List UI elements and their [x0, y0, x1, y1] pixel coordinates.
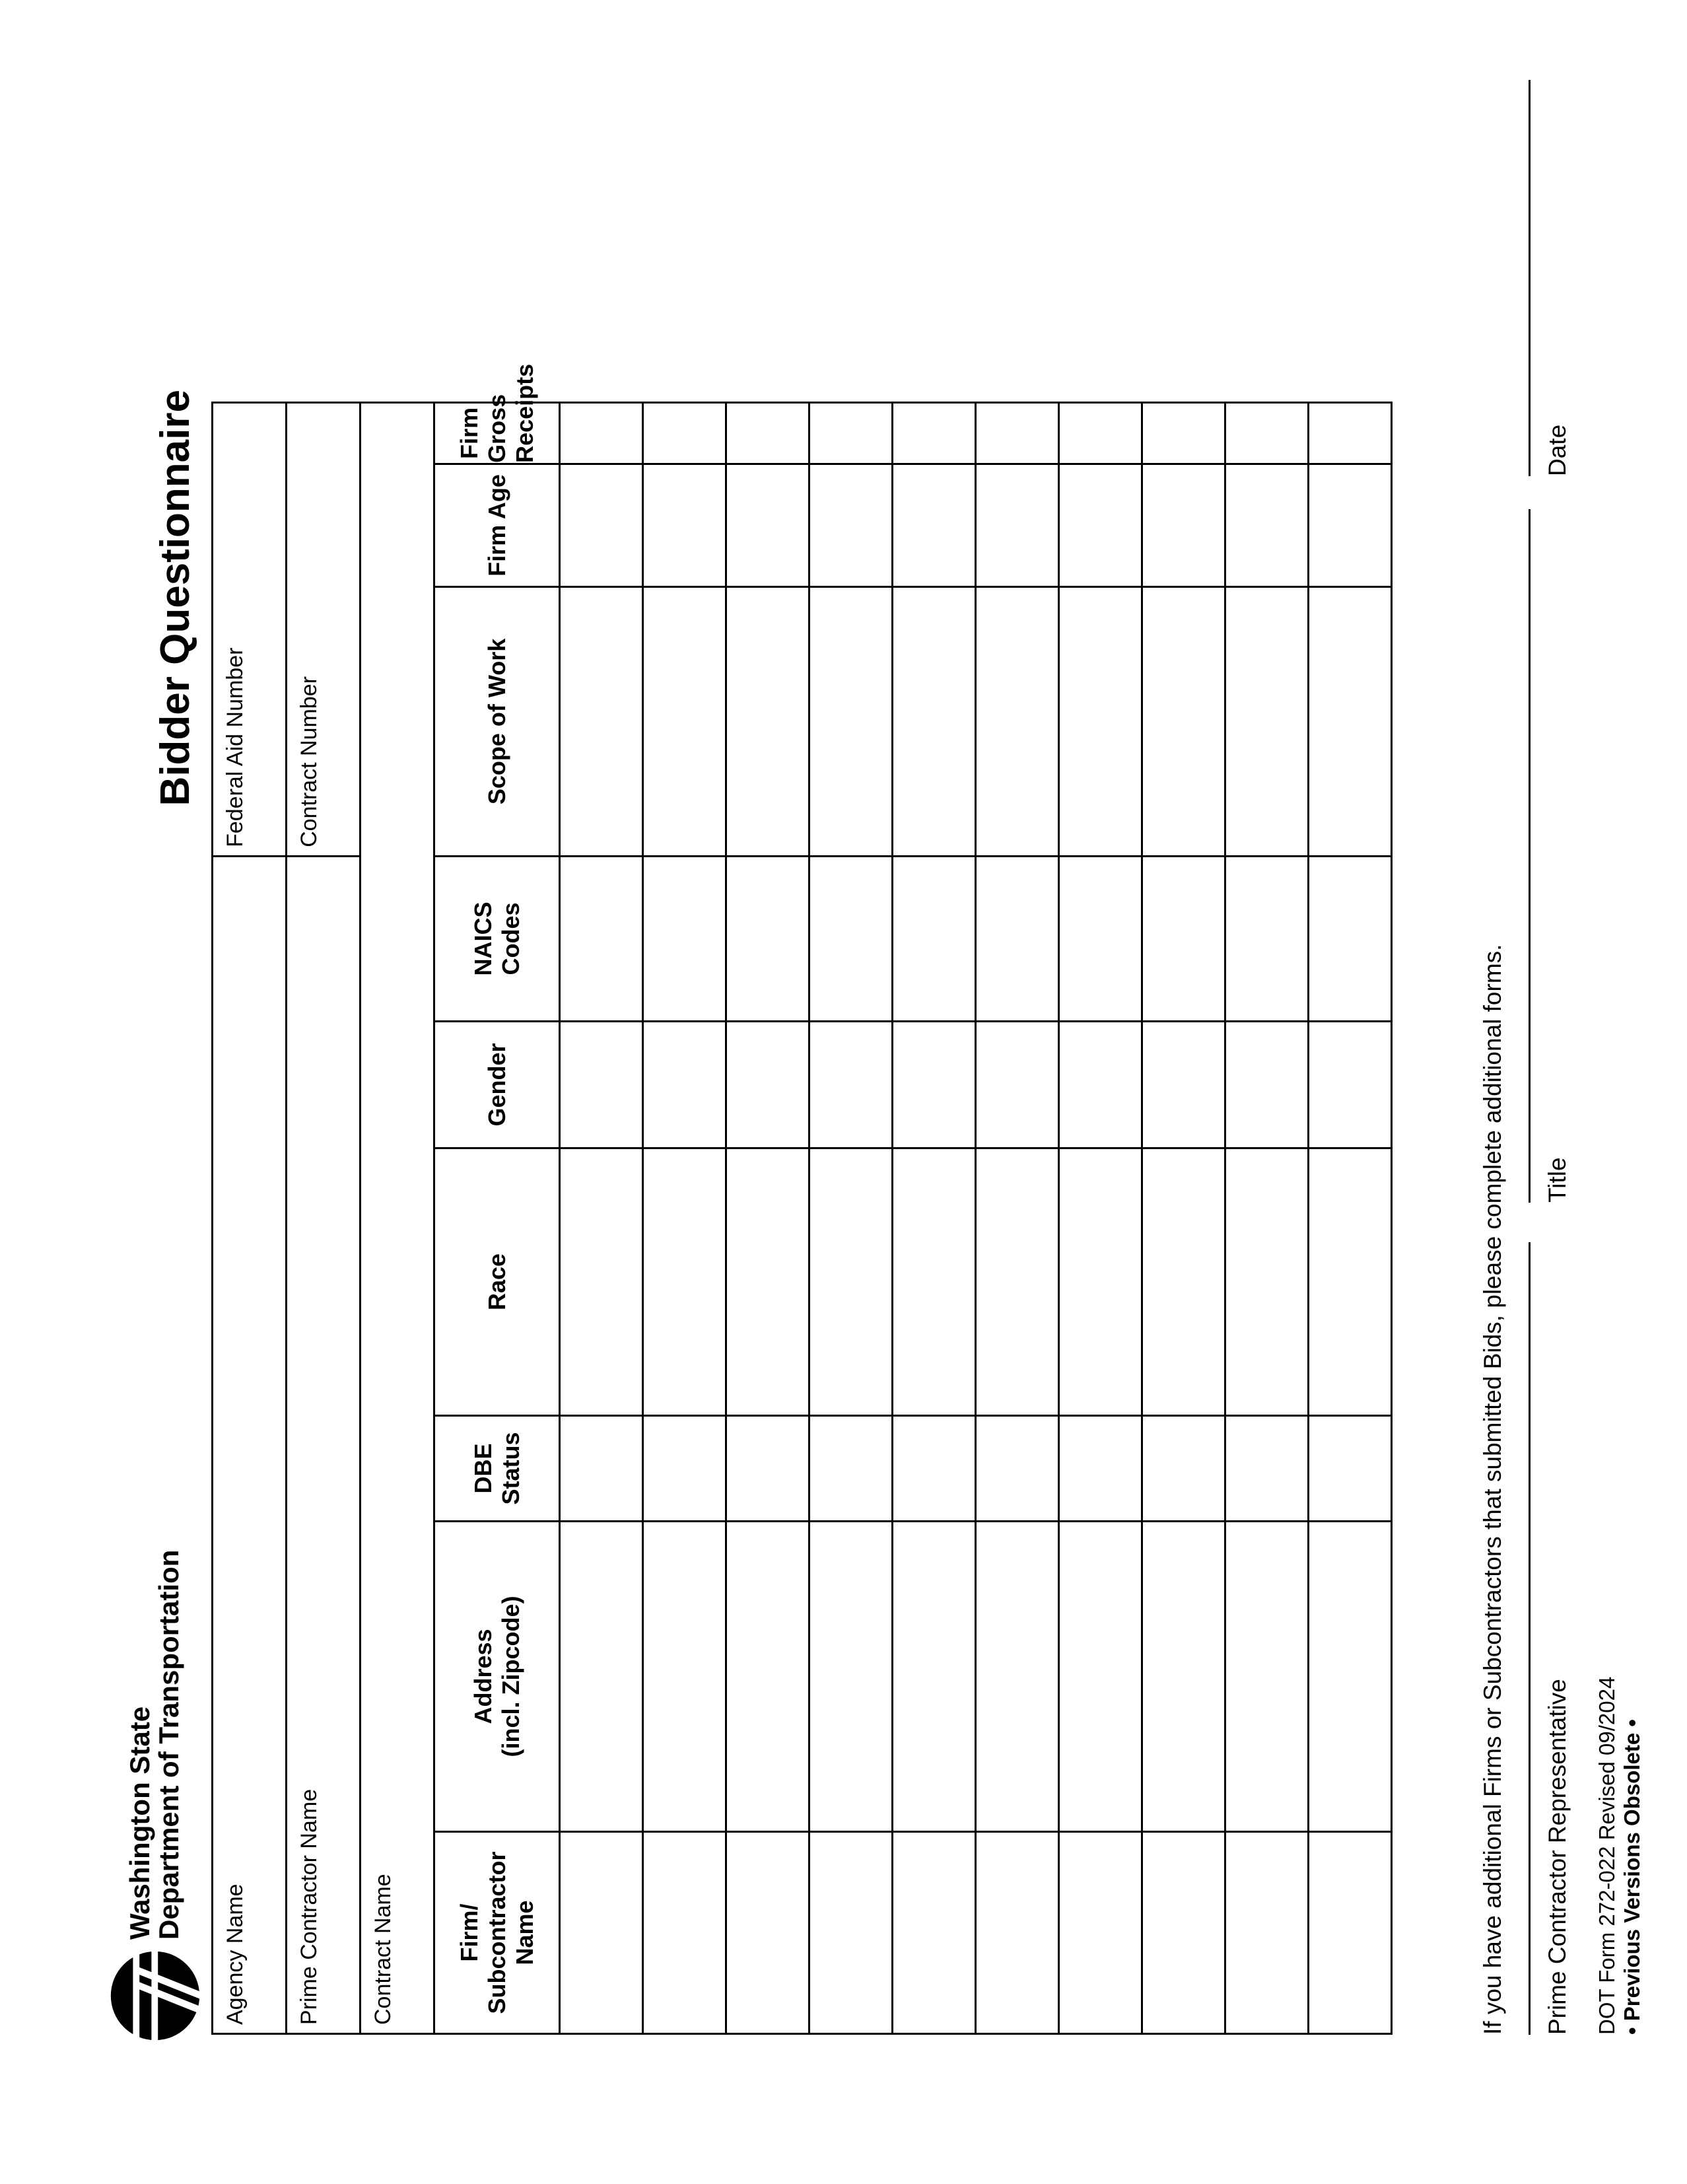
table-row: [726, 402, 809, 2033]
table-cell-gender[interactable]: [1142, 1022, 1225, 1148]
column-header-text: (incl. Zipcode): [497, 1596, 524, 1757]
table-cell-gender[interactable]: [809, 1022, 893, 1148]
table-row: [976, 402, 1059, 2033]
table-cell-naics-codes[interactable]: [726, 856, 809, 1021]
table-cell-firm-name[interactable]: [1309, 1832, 1392, 2034]
table-cell-dbe-status[interactable]: [1142, 1416, 1225, 1522]
date-label: Date: [1544, 424, 1571, 476]
table-cell-gender[interactable]: [1309, 1022, 1392, 1148]
table-cell-race[interactable]: [1059, 1148, 1142, 1416]
table-row: [1142, 402, 1225, 2033]
additional-forms-note: If you have additional Firms or Subcontractors that submitted Bids, please complete additional forms.: [1479, 944, 1506, 2035]
form-number-block: [1595, 1677, 1645, 2035]
column-header-dbe-status: [434, 1416, 560, 1522]
column-header-scope-of-work: [434, 586, 560, 856]
table-cell-scope-of-work[interactable]: [560, 586, 643, 856]
table-cell-gender[interactable]: [643, 1022, 726, 1148]
table-cell-race[interactable]: [1309, 1148, 1392, 1416]
agency-name-field[interactable]: [213, 856, 287, 2033]
column-header-naics-codes: [434, 856, 560, 1021]
column-header-text: Address: [469, 1629, 497, 1724]
contract-number-field[interactable]: [287, 402, 361, 856]
column-header-text: Firm Age: [483, 474, 510, 577]
table-cell-address[interactable]: [1309, 1522, 1392, 1832]
table-row: [1309, 402, 1392, 2033]
federal-aid-number-field[interactable]: [213, 402, 287, 856]
table-row: [560, 402, 643, 2033]
table-cell-address[interactable]: [893, 1522, 976, 1832]
table-cell-firm-age[interactable]: [893, 464, 976, 586]
table-cell-dbe-status[interactable]: [726, 1416, 809, 1522]
representative-label: Prime Contractor Representative: [1544, 1679, 1571, 2035]
column-header-row: [434, 402, 560, 2033]
table-cell-naics-codes[interactable]: [893, 856, 976, 1021]
title-label: Title: [1544, 1157, 1571, 1203]
table-cell-firm-age[interactable]: [726, 464, 809, 586]
table-cell-gender[interactable]: [560, 1022, 643, 1148]
table-cell-firm-gross-receipts[interactable]: [1225, 402, 1309, 464]
table-cell-address[interactable]: [560, 1522, 643, 1832]
agency-name-line1: Washington State: [124, 1706, 155, 1940]
table-cell-naics-codes[interactable]: [1059, 856, 1142, 1021]
column-header-text: Scope of Work: [483, 638, 510, 805]
table-row: [1225, 402, 1309, 2033]
column-header-text: Firm/: [455, 1903, 483, 1962]
table-cell-firm-age[interactable]: [643, 464, 726, 586]
column-header-firm-age: [434, 464, 560, 586]
table-cell-scope-of-work[interactable]: [726, 586, 809, 856]
table-cell-firm-name[interactable]: [643, 1832, 726, 2034]
column-header-text: Codes: [497, 902, 524, 975]
table-row: [809, 402, 893, 2033]
table-cell-scope-of-work[interactable]: [1059, 586, 1142, 856]
table-cell-scope-of-work[interactable]: [1225, 586, 1309, 856]
questionnaire-table: [211, 363, 1393, 2035]
table-cell-firm-gross-receipts[interactable]: [1142, 402, 1225, 464]
table-cell-gender[interactable]: [1059, 1022, 1142, 1148]
table-cell-scope-of-work[interactable]: [893, 586, 976, 856]
column-header-address: [434, 1522, 560, 1832]
contract-name-label: Contract Name: [370, 1874, 396, 2025]
table-cell-firm-name[interactable]: [893, 1832, 976, 2034]
table-cell-firm-name[interactable]: [560, 1832, 643, 2034]
table-cell-firm-name[interactable]: [726, 1832, 809, 2034]
table-cell-naics-codes[interactable]: [1225, 856, 1309, 1021]
table-row: [1059, 402, 1142, 2033]
table-cell-scope-of-work[interactable]: [976, 586, 1059, 856]
table-cell-gender[interactable]: [726, 1022, 809, 1148]
table-cell-race[interactable]: [643, 1148, 726, 1416]
table-cell-dbe-status[interactable]: [976, 1416, 1059, 1522]
table-cell-dbe-status[interactable]: [643, 1416, 726, 1522]
table-row: [643, 402, 726, 2033]
column-header-text: Name: [510, 1900, 538, 1965]
table-cell-naics-codes[interactable]: [1142, 856, 1225, 1021]
table-cell-address[interactable]: [643, 1522, 726, 1832]
table-cell-firm-age[interactable]: [560, 464, 643, 586]
table-cell-firm-age[interactable]: [1059, 464, 1142, 586]
obsolete-note: • Previous Versions Obsolete •: [1620, 1719, 1644, 2035]
table-cell-address[interactable]: [726, 1522, 809, 1832]
table-cell-scope-of-work[interactable]: [1309, 586, 1392, 856]
table-cell-scope-of-work[interactable]: [809, 586, 893, 856]
table-cell-dbe-status[interactable]: [1059, 1416, 1142, 1522]
table-cell-address[interactable]: [809, 1522, 893, 1832]
table-cell-race[interactable]: [893, 1148, 976, 1416]
contract-name-field[interactable]: [361, 402, 434, 2033]
column-header-text: Firm Gross Receipts: [455, 363, 538, 463]
prime-contractor-name-label: Prime Contractor Name: [296, 1788, 322, 2025]
agency-name-label: Agency Name: [223, 1884, 248, 2025]
federal-aid-number-label: Federal Aid Number: [223, 647, 248, 847]
table-cell-firm-name[interactable]: [809, 1832, 893, 2034]
table-cell-race[interactable]: [560, 1148, 643, 1416]
table-cell-naics-codes[interactable]: [976, 856, 1059, 1021]
table-row: [893, 402, 976, 2033]
date-signature-line[interactable]: [1529, 80, 1531, 476]
table-cell-firm-name[interactable]: [1225, 1832, 1309, 2034]
table-cell-firm-name[interactable]: [1142, 1832, 1225, 2034]
table-cell-scope-of-work[interactable]: [643, 586, 726, 856]
table-cell-dbe-status[interactable]: [893, 1416, 976, 1522]
table-cell-firm-gross-receipts[interactable]: [976, 402, 1059, 464]
column-header-gender: [434, 1022, 560, 1148]
table-cell-firm-gross-receipts[interactable]: [1059, 402, 1142, 464]
table-cell-race[interactable]: [1225, 1148, 1309, 1416]
table-cell-race[interactable]: [976, 1148, 1059, 1416]
table-cell-firm-age[interactable]: [1225, 464, 1309, 586]
column-header-text: DBE: [469, 1443, 497, 1494]
wsdot-logo-icon: [109, 1950, 201, 2042]
table-cell-gender[interactable]: [976, 1022, 1059, 1148]
table-cell-firm-name[interactable]: [976, 1832, 1059, 2034]
table-cell-dbe-status[interactable]: [560, 1416, 643, 1522]
column-header-text: Status: [497, 1432, 524, 1505]
table-cell-dbe-status[interactable]: [809, 1416, 893, 1522]
agency-name-line2: Department of Transportation: [153, 1549, 184, 1940]
table-cell-firm-age[interactable]: [1142, 464, 1225, 586]
table-cell-gender[interactable]: [893, 1022, 976, 1148]
column-header-firm-name: [434, 1832, 560, 2034]
table-cell-firm-gross-receipts[interactable]: [643, 402, 726, 464]
form-number: DOT Form 272-022 Revised 09/2024: [1595, 1676, 1619, 2035]
table-cell-address[interactable]: [976, 1522, 1059, 1832]
column-header-text: Subcontractor: [483, 1851, 510, 2014]
table-cell-firm-age[interactable]: [1309, 464, 1392, 586]
page-title: Bidder Questionnaire: [153, 390, 198, 806]
column-header-text: NAICS: [469, 901, 497, 976]
table-cell-firm-gross-receipts[interactable]: [893, 402, 976, 464]
table-cell-address[interactable]: [1142, 1522, 1225, 1832]
table-cell-firm-gross-receipts[interactable]: [809, 402, 893, 464]
column-header-text: Race: [483, 1253, 510, 1311]
table-cell-scope-of-work[interactable]: [1142, 586, 1225, 856]
title-signature-line[interactable]: [1529, 509, 1531, 1203]
table-cell-race[interactable]: [1142, 1148, 1225, 1416]
representative-signature-line[interactable]: [1529, 1242, 1531, 2035]
column-header-firm-gross-receipts: [434, 363, 560, 464]
table-cell-naics-codes[interactable]: [560, 856, 643, 1021]
table-cell-firm-gross-receipts[interactable]: [1309, 402, 1392, 464]
column-header-text: Gender: [483, 1043, 510, 1127]
table-cell-firm-name[interactable]: [1059, 1832, 1142, 2034]
table-cell-dbe-status[interactable]: [1225, 1416, 1309, 1522]
table-cell-race[interactable]: [809, 1148, 893, 1416]
table-cell-address[interactable]: [1225, 1522, 1309, 1832]
table-cell-dbe-status[interactable]: [1309, 1416, 1392, 1522]
contract-number-label: Contract Number: [296, 676, 322, 847]
table-cell-firm-age[interactable]: [976, 464, 1059, 586]
table-cell-naics-codes[interactable]: [809, 856, 893, 1021]
table-cell-address[interactable]: [1059, 1522, 1142, 1832]
table-cell-gender[interactable]: [1225, 1022, 1309, 1148]
column-header-race: [434, 1148, 560, 1416]
table-cell-firm-age[interactable]: [809, 464, 893, 586]
table-cell-naics-codes[interactable]: [643, 856, 726, 1021]
table-cell-race[interactable]: [726, 1148, 809, 1416]
prime-contractor-name-field[interactable]: [287, 856, 361, 2033]
table-cell-firm-gross-receipts[interactable]: [560, 402, 643, 464]
table-cell-naics-codes[interactable]: [1309, 856, 1392, 1021]
table-cell-firm-gross-receipts[interactable]: [726, 402, 809, 464]
